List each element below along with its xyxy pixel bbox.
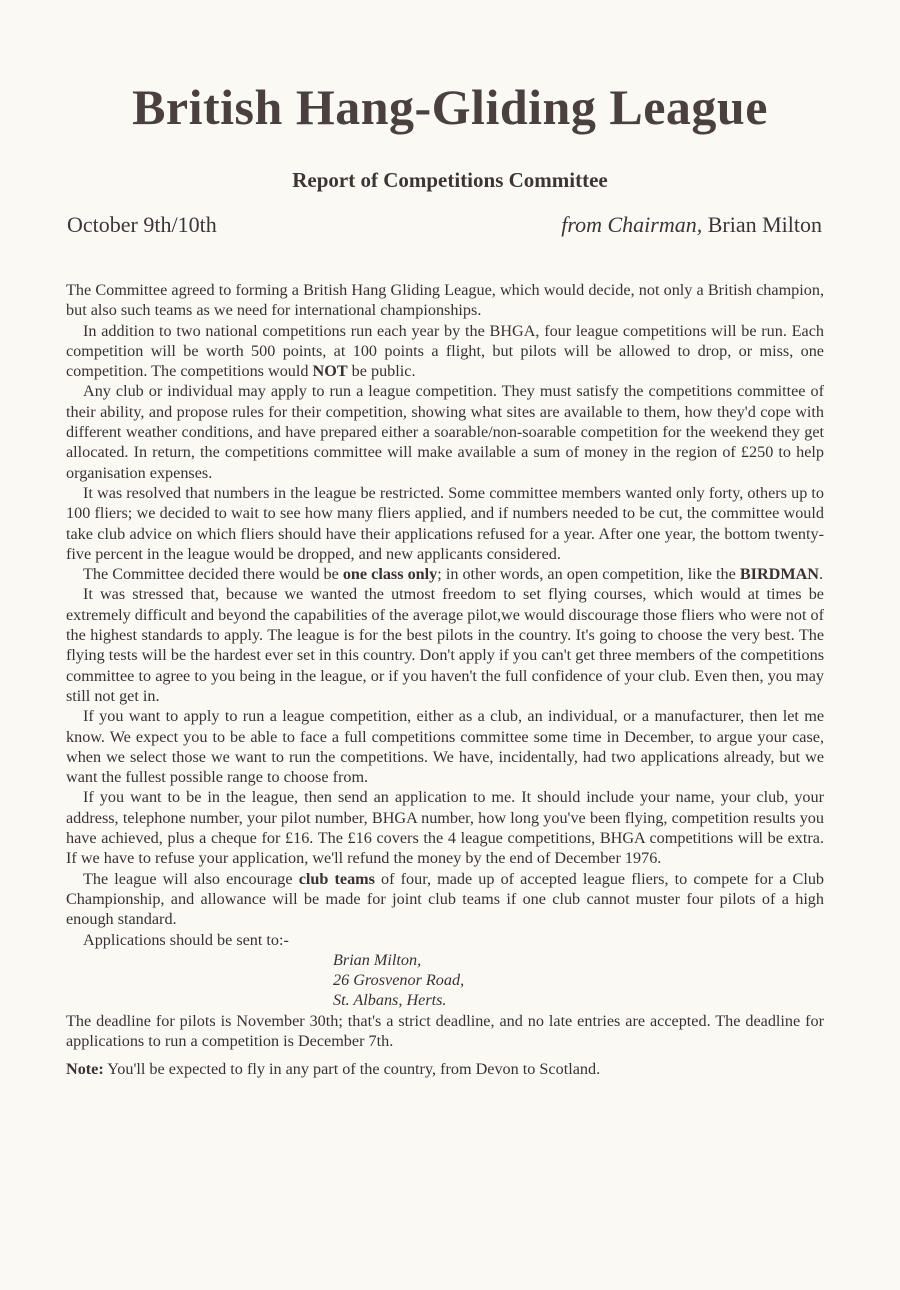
report-body	[66, 280, 824, 1080]
paragraph-4: It was resolved that numbers in the league be restricted. Some committee members wanted only forty, others up to 100 fliers; we decided to wait to see how many fliers applied, and if numbers needed to be cut, the committee would take club advice on which fliers should have their applications refused for a year. After one year, the bottom twenty-five percent in the league would be dropped, and new applicants considered.	[66, 483, 824, 563]
mailing-address	[333, 950, 824, 1011]
address-line-3: St. Albans, Herts.	[333, 991, 447, 1010]
paragraph-9	[66, 869, 824, 930]
paragraph-3: Any club or individual may apply to run a league competition. They must satisfy the competitions committee of their ability, and propose rules for their competition, showing what sites are available to them, how they'd cope with different weather conditions, and have prepared either a soarable/non-soarable competition for the weekend they get allocated. In return, the competitions committee will make available a sum of money in the region of £250 to help organisation expenses.	[66, 382, 824, 482]
paragraph-10: Applications should be sent to:-	[83, 930, 289, 949]
address-line-2: 26 Grosvenor Road,	[333, 971, 465, 990]
report-date: October 9th/10th	[67, 212, 217, 237]
paragraph-5-text: The Committee decided there would be	[83, 565, 343, 584]
paragraph-5	[66, 564, 824, 584]
page-subtitle: Report of Competitions Committee	[292, 168, 608, 192]
page-title: British Hang-Gliding League	[132, 79, 768, 135]
from-label: from Chairman,	[561, 212, 703, 237]
paragraph-2-text: In addition to two national competitions run each year by the BHGA, four league competitions will be run. Each competition will be worth 500 points, at 100 points a flight, but pilots will be allowed to drop, or miss, one competition. The competitions would	[66, 321, 824, 381]
address-line-1: Brian Milton,	[333, 950, 422, 969]
note-text: You'll be expected to fly in any part of the country, from Devon to Scotland.	[103, 1060, 601, 1079]
paragraph-5-emphasis: one class only	[342, 565, 438, 584]
paragraph-2-tail: be public.	[347, 362, 416, 381]
paragraph-5-end: .	[818, 565, 824, 584]
paragraph-2	[66, 321, 824, 382]
paragraph-2-emphasis: NOT	[312, 362, 348, 381]
paragraph-7: If you want to apply to run a league competition, either as a club, an individual, or a manufacturer, then let me know. We expect you to be able to face a full competitions committee some time in December, to argue your case, when we select those we want to run the competitions. We have, incidentally, had two applications already, but we want the fullest possible range to choose from.	[66, 707, 824, 787]
note	[66, 1059, 824, 1079]
paragraph-1: The Committee agreed to forming a British Hang Gliding League, which would decide, not only a British champion, but also such teams as we need for international championships.	[66, 281, 824, 320]
paragraph-9-emphasis: club teams	[298, 869, 375, 888]
chairman-name: Brian Milton	[707, 212, 822, 237]
paragraph-9-tail: of four, made up of accepted league fliers, to compete for a Club Championship, and allowance will be made for joint club teams if one club cannot muster four pilots of a high enough standard.	[66, 869, 825, 929]
paragraph-5-mid: ; in other words, an open competition, like the	[437, 565, 740, 584]
paragraph-5-birdman: BIRDMAN	[739, 565, 819, 584]
paragraph-8: If you want to be in the league, then send an application to me. It should include your name, your club, your address, telephone number, your pilot number, BHGA number, how long you've been flying, competition results you have achieved, plus a cheque for £16. The £16 covers the 4 league competitions, BHGA competitions will be extra. If we have to refuse your application, we'll refund the money by the end of December 1976.	[66, 788, 824, 868]
paragraph-6: It was stressed that, because we wanted the utmost freedom to set flying courses, which would at times be extremely difficult and beyond the capabilities of the average pilot,we would discourage those fliers who were not of the highest standards to apply. The league is for the best pilots in the country. It's going to choose the very best. The flying tests will be the hardest ever set in this country. Don't apply if you can't get three members of the competitions committee to agree to you being in the league, or if you haven't the full confidence of your club. Even then, you may still not get in.	[66, 585, 824, 705]
byline	[561, 212, 822, 238]
paragraph-11: The deadline for pilots is November 30th; that's a strict deadline, and no late entries are accepted. The deadline for applications to run a competition is December 7th.	[66, 1011, 824, 1050]
note-label: Note:	[66, 1060, 104, 1079]
paragraph-9-text: The league will also encourage	[83, 869, 299, 888]
